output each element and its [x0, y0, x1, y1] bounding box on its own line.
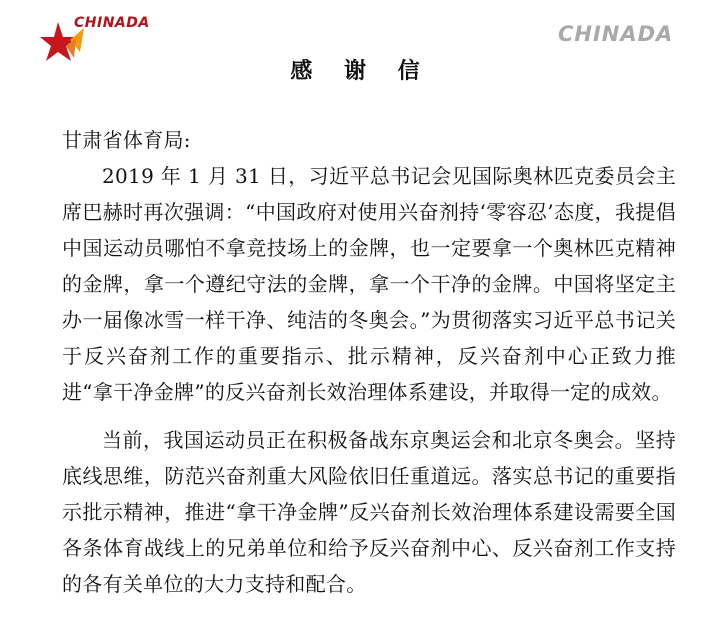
salutation: 甘肃省体育局: — [62, 128, 191, 152]
letter-title: 感 谢 信 — [290, 58, 432, 84]
chinada-wordmark: CHINADA — [558, 22, 674, 46]
letter-body — [62, 122, 676, 602]
logo-text-left: CHINADA — [74, 15, 150, 31]
paragraph-2: 当前，我国运动员正在积极备战东京奥运会和北京冬奥会。坚持底线思维，防范兴奋剂重大风险依旧任重道远。落实总书记的重要指示批示精神，推进“拿干净金牌”反兴奋剂长效治理体系建设需要全国各条体育战线上的兄弟单位和给予反兴奋剂中心、反兴奋剂工作支持的各有关单位的大力支持和配合。 — [62, 428, 676, 596]
paragraph-1: 2019 年 1 月 31 日，习近平总书记会见国际奥林匹克委员会主席巴赫时再次强调：“中国政府对使用兴奋剂持‘零容忍’态度，我提倡中国运动员哪怕不拿竞技场上的金牌，也一定要拿一个奥林匹克精神的金牌，拿一个遵纪守法的金牌，拿一个干净的金牌。中国将坚定主办一届像冰雪一样干净、纯洁的冬奥会。”为贯彻落实习近平总书记关于反兴奋剂工作的重要指示、批示精神，反兴奋剂中心正致力推进“拿干净金牌”的反兴奋剂长效治理体系建设，并取得一定的成效。 — [62, 164, 676, 404]
